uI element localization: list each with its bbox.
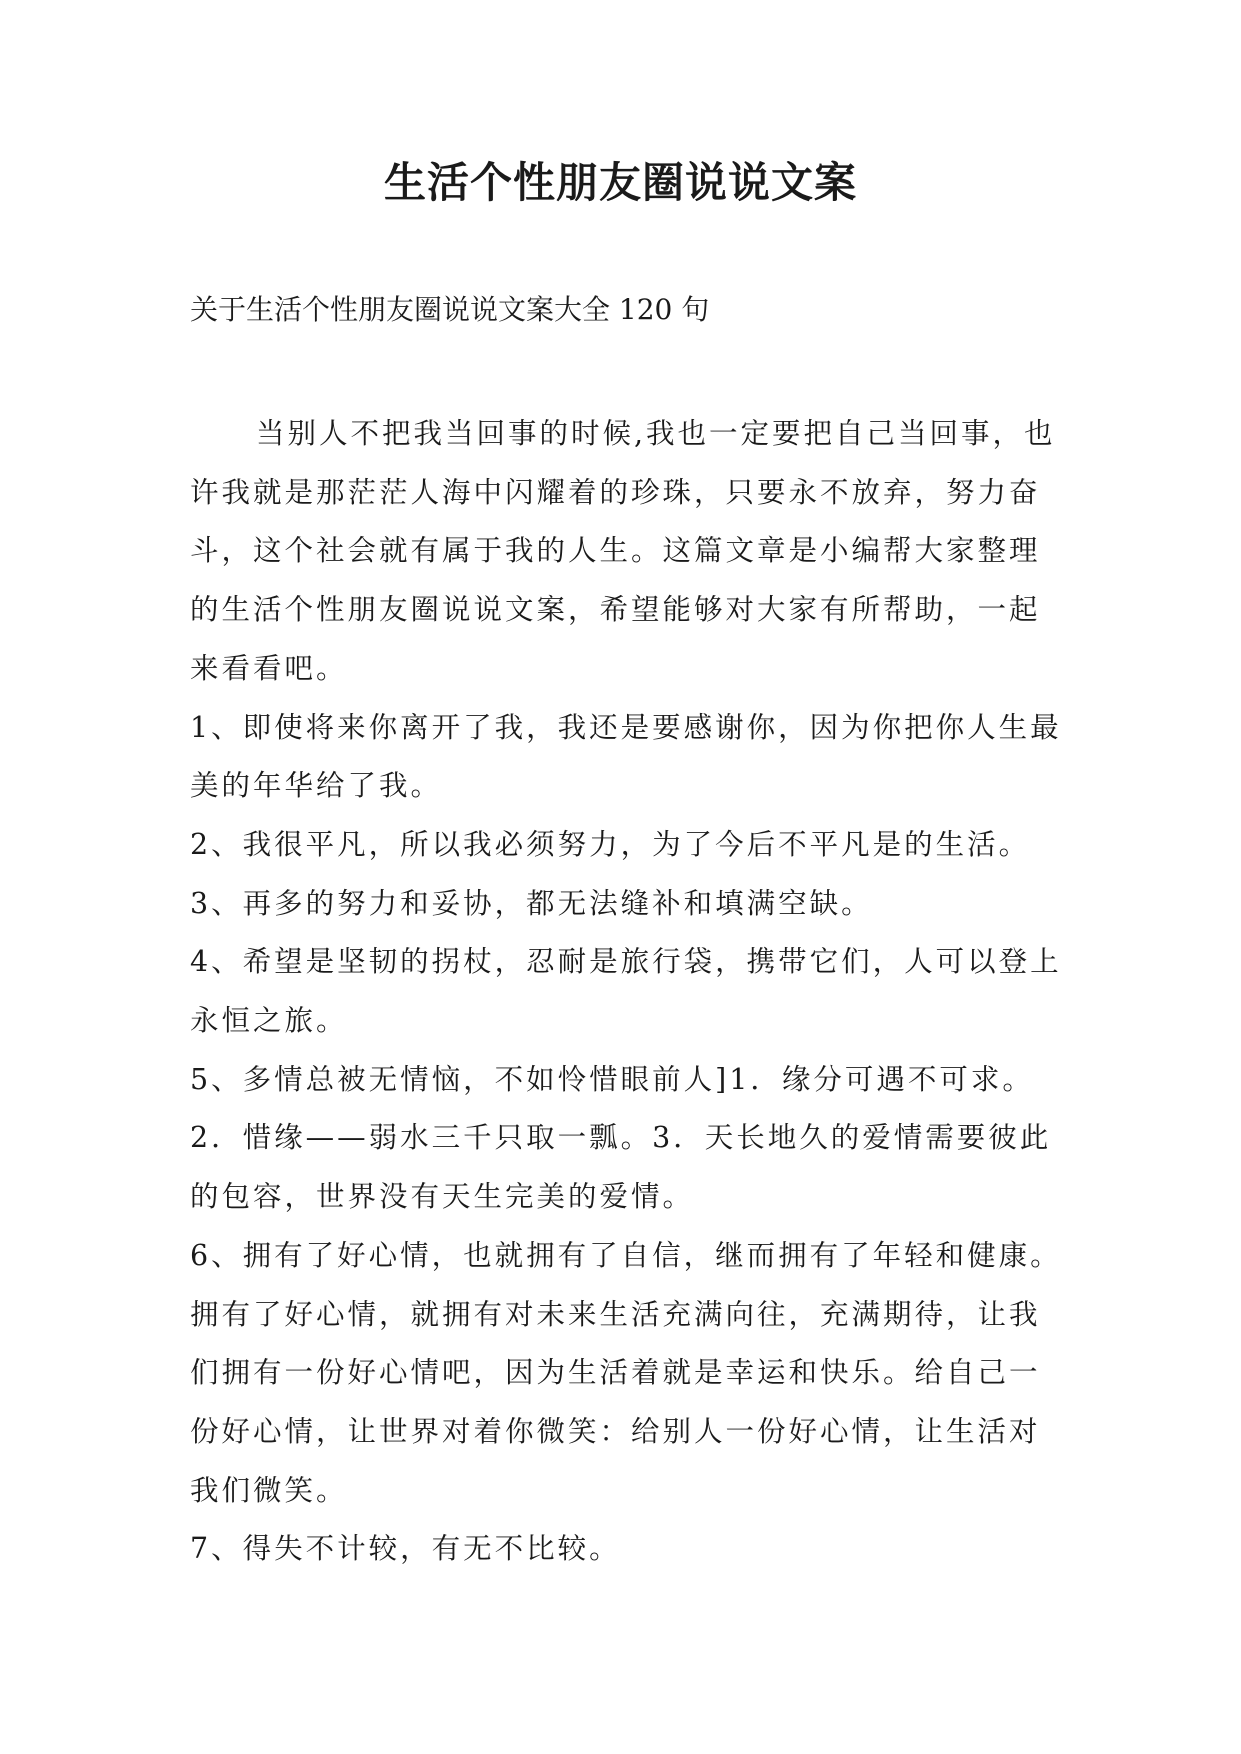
list-item: 7、得失不计较，有无不比较。: [190, 1532, 621, 1566]
list-item: 5、多情总被无情恼，不如怜惜眼前人]1．缘分可遇不可求。2．惜缘——弱水三千只取一瓢。3．天长地久的爱情需要彼此的包容，世界没有天生完美的爱情。: [190, 1062, 1052, 1214]
list-item: 3、再多的努力和妥协，都无法缝补和填满空缺。: [190, 886, 873, 920]
document-title: 生活个性朋友圈说说文案: [383, 158, 857, 207]
document-subtitle: 关于生活个性朋友圈说说文案大全 120 句: [190, 293, 710, 326]
intro-paragraph: 当别人不把我当回事的时候,我也一定要把自己当回事，也许我就是那茫茫人海中闪耀着的珍珠，只要永不放弃，努力奋斗，这个社会就有属于我的人生。这篇文章是小编帮大家整理的生活个性朋友圈说说文案，希望能够对大家有所帮助，一起来看看吧。: [190, 417, 1056, 685]
list-item: 6、拥有了好心情，也就拥有了自信，继而拥有了年轻和健康。拥有了好心情，就拥有对未来生活充满向往，充满期待，让我们拥有一份好心情吧，因为生活着就是幸运和快乐。给自己一份好心情，让世界对着你微笑：给别人一份好心情，让生活对我们微笑。: [190, 1238, 1062, 1507]
document-body: [190, 405, 1070, 1579]
list-item: 2、我很平凡，所以我必须努力，为了今后不平凡是的生活。: [190, 827, 1031, 861]
list-item: 4、希望是坚韧的拐杖，忍耐是旅行袋，携带它们，人可以登上永恒之旅。: [190, 945, 1062, 1038]
list-item: 1、即使将来你离开了我，我还是要感谢你，因为你把你人生最美的年华给了我。: [190, 710, 1062, 803]
